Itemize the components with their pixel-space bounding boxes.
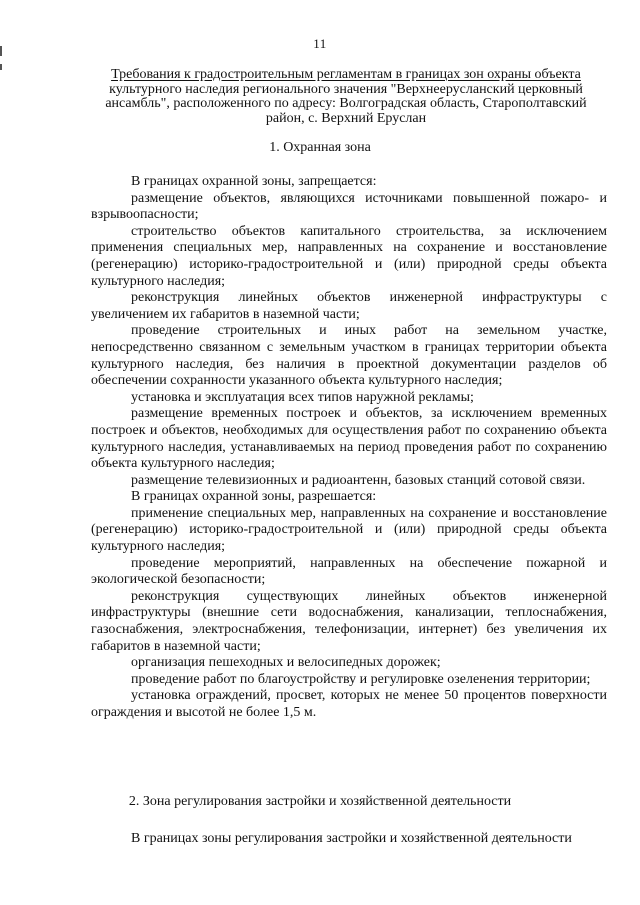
- paragraph: размещение объектов, являющихся источниками повышенной пожаро- и взрывоопасности;: [91, 190, 607, 223]
- page-number: 11: [313, 36, 327, 51]
- section-body: [91, 174, 607, 722]
- paragraph: строительство объектов капитального строительства, за исключением применения специальных мер, направленных на сохранение и восстановление (регенерацию) историко-градостроительной и (или) природной среды объекта культурного наследия;: [91, 223, 607, 289]
- title-line: культурного наследия регионального значения "Верхнеерусланский церковный: [109, 81, 583, 97]
- title-line: Требования к градостроительным регламентам в границах зон охраны объекта: [111, 67, 581, 82]
- paragraph: реконструкция линейных объектов инженерной инфраструктуры с увеличением их габаритов в наземной части;: [91, 290, 607, 322]
- paragraph: реконструкция существующих линейных объектов инженерной инфраструктуры (внешние сети водоснабжения, канализации, теплоснабжения, газоснабжения, электроснабжения, телефонизации, интернет) без увеличения их габаритов в наземной части;: [91, 588, 607, 654]
- scan-edge-mark: [0, 64, 2, 70]
- paragraph: проведение мероприятий, направленных на обеспечение пожарной и экологической безопасности;: [91, 555, 607, 588]
- title-line: район, с. Верхний Еруслан: [265, 110, 427, 126]
- paragraph: В границах охранной зоны, запрещается:: [131, 174, 377, 189]
- paragraph: установка и эксплуатация всех типов наружной рекламы;: [131, 389, 474, 405]
- paragraph: проведение строительных и иных работ на земельном участке, непосредственно связанном с земельным участком в границах территории объекта культурного наследия, без наличия в проектной документации разделов об обеспечении сохранности указанного объекта культурного наследия;: [91, 323, 607, 389]
- paragraph: размещение временных построек и объектов, за исключением временных построек и объектов, необходимых для осуществления работ по сохранению объекта культурного наследия, устанавливаемых на период проведения работ по сохранению объекта культурного наследия;: [91, 406, 607, 472]
- section-heading: 1. Охранная зона: [269, 140, 371, 155]
- document-title: [86, 68, 606, 126]
- paragraph: организация пешеходных и велосипедных дорожек;: [131, 655, 441, 671]
- section-heading: 2. Зона регулирования застройки и хозяйственной деятельности: [128, 794, 512, 809]
- paragraph: В границах охранной зоны, разрешается:: [131, 489, 377, 505]
- paragraph: установка ограждений, просвет, которых не менее 50 процентов поверхности ограждения и высотой не более 1,5 м.: [91, 688, 607, 720]
- paragraph: В границах зоны регулирования застройки и хозяйственной деятельности: [131, 831, 572, 846]
- paragraph: размещение телевизионных и радиоантенн, базовых станций сотовой связи.: [131, 472, 586, 488]
- paragraph: применение специальных мер, направленных на сохранение и восстановление (регенерацию) историко-градостроительной и (или) природной среды объекта культурного наследия;: [91, 505, 607, 555]
- title-line: ансамбль", расположенного по адресу: Волгоградская область, Старополтавский: [105, 96, 587, 111]
- paragraph: проведение работ по благоустройству и регулировке озеленения территории;: [131, 671, 591, 687]
